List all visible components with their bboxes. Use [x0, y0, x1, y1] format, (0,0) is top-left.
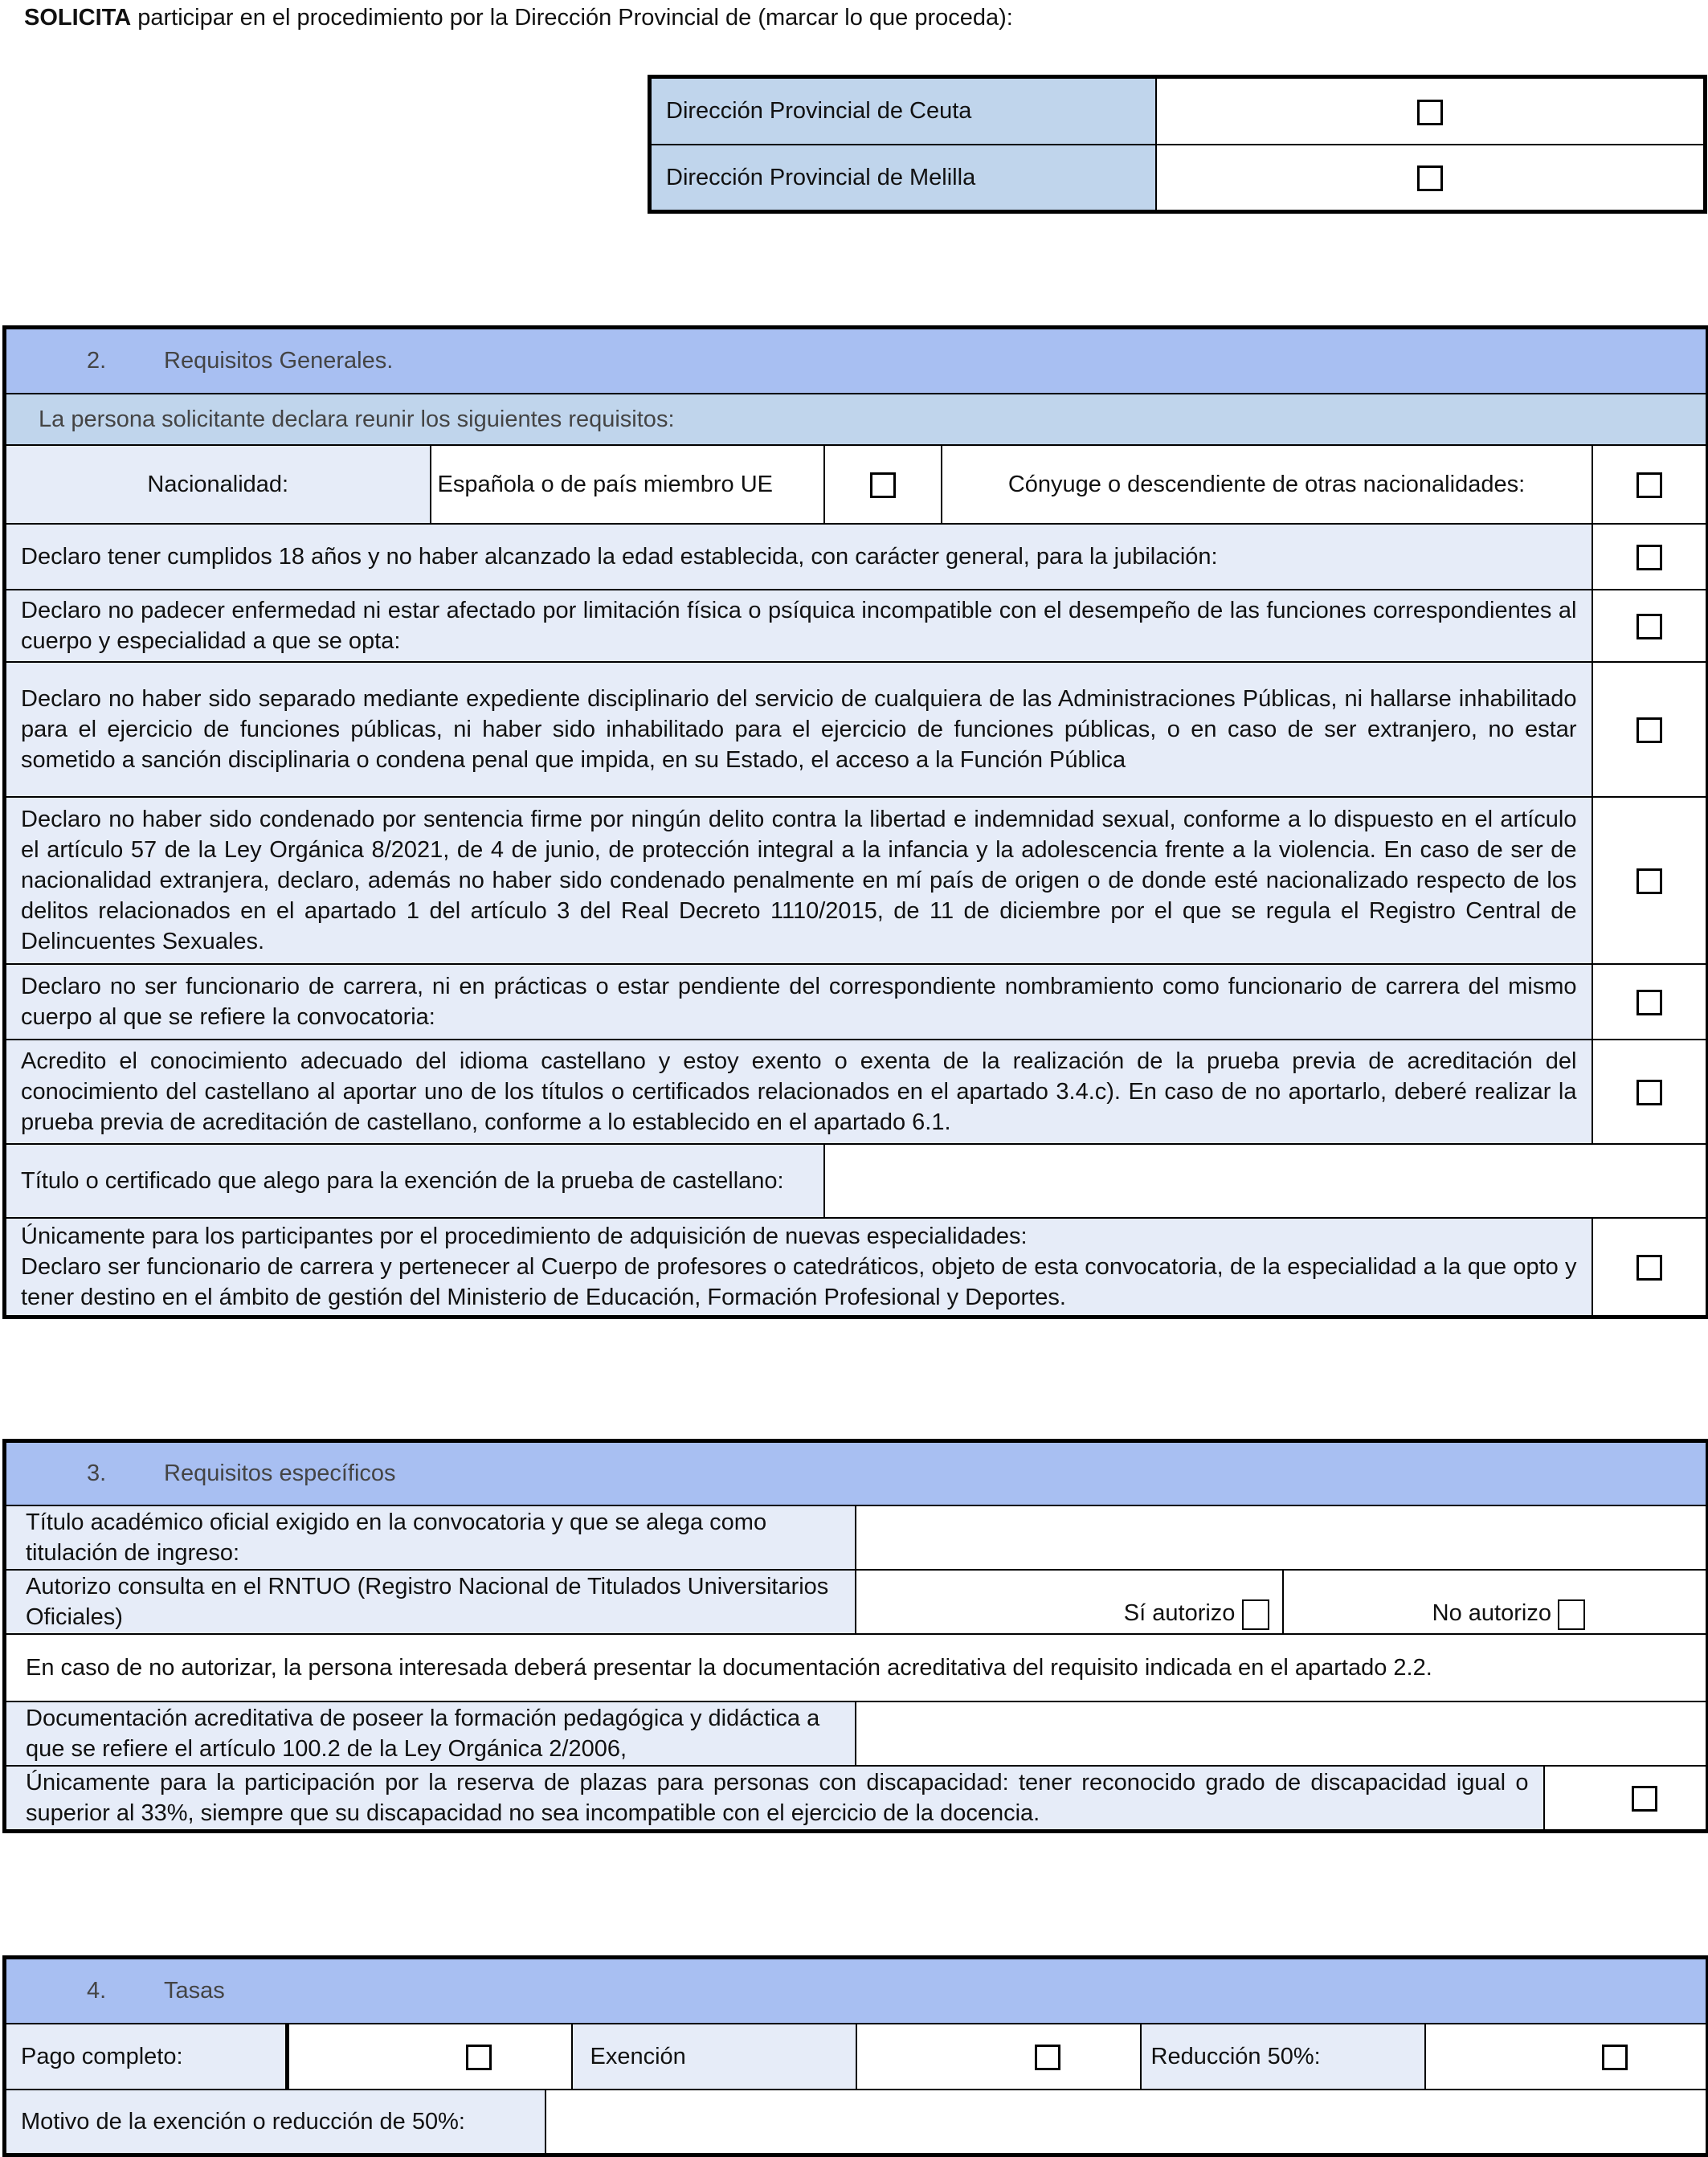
- nacionalidad-ue-checkbox[interactable]: [870, 472, 896, 498]
- intro-rest: participar en el procedimiento por la Dirección Provincial de (marcar lo que proceda):: [131, 5, 1013, 31]
- intro-bold: SOLICITA: [24, 5, 132, 31]
- no-autorizo-checkbox[interactable]: [1558, 1599, 1585, 1630]
- opcion-ue-cell: [824, 445, 942, 524]
- si-autorizo-label: Sí autorizo: [1123, 1600, 1236, 1627]
- section2-header-cell: [5, 328, 1708, 394]
- requisito-salud-checkbox[interactable]: [1636, 614, 1662, 639]
- discapacidad-row: [5, 1766, 1708, 1832]
- nuevas-especialidades-row: [5, 1218, 1708, 1317]
- section2-subtitle-row: [5, 394, 1708, 445]
- formacion-pedagogica-label: Documentación acreditativa de poseer la formación pedagógica y didáctica a que se refiere el artículo 100.2 de la Ley Orgánica 2/2006,: [5, 1701, 856, 1766]
- requisito-cell: [1592, 1040, 1708, 1144]
- reduccion-label: Reducción 50%:: [1141, 2024, 1425, 2090]
- section4-header-cell: [5, 1958, 1708, 2024]
- nacionalidad-otras-checkbox[interactable]: [1636, 472, 1662, 498]
- requisito-text: Acredito el conocimiento adecuado del idioma castellano y estoy exento o exenta de la realización de la prueba previa de acreditación del conocimiento del castellano al aportar uno de los títulos o certificados relacionados en el apartado 3.4.c). En caso de no aportarlo, deberé realizar la prueba previa de acreditación de castellano, conforme a lo establecido en el apartado 6.1.: [5, 1040, 1592, 1144]
- section3-title: Requisitos específicos: [164, 1460, 396, 1487]
- discapacidad-text: Únicamente para la participación por la reserva de plazas para personas con discapacidad: tener reconocido grado de discapacidad igual o superior al 33%, siempre que su discapacidad no sea incompatible con el ejercicio de la docencia.: [5, 1766, 1544, 1832]
- no-autorizar-text: En caso de no autorizar, la persona interesada deberá presentar la documentación acreditativa del requisito indicada en el apartado 2.2.: [5, 1634, 1708, 1701]
- requisito-text: Declaro tener cumplidos 18 años y no haber alcanzado la edad establecida, con carácter general, para la jubilación:: [5, 524, 1592, 590]
- section2-header: [5, 328, 1708, 394]
- no-autorizar-row: [5, 1634, 1708, 1701]
- section2-number: 2.: [87, 348, 107, 374]
- requisito-funcionario-checkbox[interactable]: [1636, 990, 1662, 1015]
- section3-number: 3.: [87, 1460, 107, 1487]
- section4-title: Tasas: [164, 1978, 225, 2004]
- requisito-edad-checkbox[interactable]: [1636, 545, 1662, 570]
- exencion-label: Exención: [572, 2024, 856, 2090]
- motivo-row: [5, 2090, 1708, 2155]
- requisito-cell: [1592, 662, 1708, 797]
- direccion-row-melilla: [650, 145, 1706, 212]
- discapacidad-checkbox[interactable]: [1632, 1786, 1657, 1812]
- requisito-row: [5, 1040, 1708, 1144]
- section3-header-cell: [5, 1441, 1708, 1505]
- motivo-label: Motivo de la exención o reducción de 50%:: [6, 2090, 546, 2153]
- requisito-row: [5, 524, 1708, 590]
- titulo-academico-input[interactable]: [856, 1505, 1708, 1570]
- pago-completo-label: Pago completo:: [5, 2024, 288, 2090]
- nacionalidad-label: Nacionalidad:: [5, 445, 431, 524]
- requisito-row: [5, 590, 1708, 662]
- requisito-delitos-checkbox[interactable]: [1636, 868, 1662, 894]
- section4-header: [5, 1958, 1708, 2024]
- reduccion-cell: [1425, 2024, 1708, 2090]
- rntuo-label: Autorizo consulta en el RNTUO (Registro Nacional de Titulados Universitarios Oficiales): [5, 1570, 856, 1634]
- nuevas-especialidades-line2: Declaro ser funcionario de carrera y pertenecer al Cuerpo de profesores o catedráticos, objeto de esta convocatoria, de la especialidad a la que opto y tener destino en el ámbito de gestión del Ministerio de Educación, Formación Profesional y Deportes.: [21, 1253, 1577, 1310]
- pago-completo-cell: [288, 2024, 572, 2090]
- opcion-ue-label: Española o de país miembro UE: [431, 445, 824, 524]
- rntuo-row: [5, 1570, 1708, 1634]
- formacion-pedagogica-input[interactable]: [856, 1701, 1708, 1766]
- direccion-ceuta-cell: [1156, 77, 1706, 145]
- section4-number: 4.: [87, 1978, 107, 2004]
- formacion-pedagogica-row: [5, 1701, 1708, 1766]
- section2-subtitle: La persona solicitante declara reunir los siguientes requisitos:: [5, 394, 1708, 445]
- requisito-cell: [1592, 964, 1708, 1040]
- titulo-castellano-input[interactable]: [824, 1144, 1708, 1218]
- motivo-wrap: [6, 2090, 1706, 2153]
- direccion-melilla-cell: [1156, 145, 1706, 212]
- section3-table: [2, 1439, 1708, 1833]
- requisito-row: [5, 964, 1708, 1040]
- exencion-checkbox[interactable]: [1035, 2045, 1060, 2070]
- si-autorizo-cell: [856, 1570, 1283, 1634]
- requisito-cell: [1592, 590, 1708, 662]
- ceuta-checkbox[interactable]: [1417, 100, 1443, 125]
- reduccion-checkbox[interactable]: [1602, 2045, 1628, 2070]
- requisito-cell: [1592, 524, 1708, 590]
- requisito-row: [5, 662, 1708, 797]
- direccion-row-ceuta: [650, 77, 1706, 145]
- motivo-cell: [5, 2090, 1708, 2155]
- nuevas-especialidades-line1: Únicamente para los participantes por el procedimiento de adquisición de nuevas especialidades:: [21, 1223, 1028, 1249]
- nacionalidad-row: [5, 445, 1708, 524]
- tasas-row: [5, 2024, 1708, 2090]
- si-autorizo-checkbox[interactable]: [1242, 1599, 1269, 1630]
- section4-table: [2, 1955, 1708, 2157]
- requisito-text: Declaro no padecer enfermedad ni estar afectado por limitación física o psíquica incompatible con el desempeño de las funciones correspondientes al cuerpo y especialidad a que se opta:: [5, 590, 1592, 662]
- requisito-separado-checkbox[interactable]: [1636, 717, 1662, 743]
- requisito-cell: [1592, 797, 1708, 964]
- opcion-otras-cell: [1592, 445, 1708, 524]
- nuevas-especialidades-text: [5, 1218, 1592, 1317]
- titulo-academico-row: [5, 1505, 1708, 1570]
- section3-header: [5, 1441, 1708, 1505]
- pago-completo-checkbox[interactable]: [466, 2045, 492, 2070]
- nuevas-especialidades-checkbox[interactable]: [1636, 1255, 1662, 1281]
- no-autorizo-label: No autorizo: [1432, 1600, 1551, 1627]
- requisito-text: Declaro no haber sido condenado por sentencia firme por ningún delito contra la libertad e indemnidad sexual, conforme a lo dispuesto en el artículo el artículo 57 de la Ley Orgánica 8/2021, de 4 de junio, de protección integral a la infancia y la adolescencia frente a la violencia. En caso de ser de nacionalidad extranjera, declaro, además no haber sido condenado penalmente en mí país de origen o de donde esté nacionalizado respecto de los delitos relacionados en el apartado 1 del artículo 3 del Real Decreto 1110/2015, de 11 de diciembre por el que se regula el Registro Central de Delincuentes Sexuales.: [5, 797, 1592, 964]
- discapacidad-cell: [1544, 1766, 1708, 1832]
- requisito-castellano-checkbox[interactable]: [1636, 1080, 1662, 1105]
- no-autorizo-cell: [1283, 1570, 1708, 1634]
- direccion-ceuta-label: Dirección Provincial de Ceuta: [650, 77, 1156, 145]
- requisito-text: Declaro no ser funcionario de carrera, ni en prácticas o estar pendiente del correspondiente nombramiento como funcionario de carrera del mismo cuerpo al que se refiere la convocatoria:: [5, 964, 1592, 1040]
- requisito-row: [5, 797, 1708, 964]
- melilla-checkbox[interactable]: [1417, 165, 1443, 191]
- titulo-castellano-label: Título o certificado que alego para la exención de la prueba de castellano:: [5, 1144, 824, 1218]
- section2-table: [2, 325, 1708, 1319]
- section2-title: Requisitos Generales.: [164, 348, 394, 374]
- direcciones-table: [648, 75, 1707, 214]
- motivo-input[interactable]: [546, 2090, 1706, 2153]
- titulo-castellano-row: [5, 1144, 1708, 1218]
- exencion-cell: [856, 2024, 1141, 2090]
- direccion-melilla-label: Dirección Provincial de Melilla: [650, 145, 1156, 212]
- requisito-text: Declaro no haber sido separado mediante expediente disciplinario del servicio de cualquiera de las Administraciones Públicas, ni hallarse inhabilitado para el ejercicio de funciones públicas, ni haber sido inhabilitado para el ejercicio de funciones públicas, o en caso de ser extranjero, no estar sometido a sanción disciplinaria o condena penal que impida, en su Estado, el acceso a la Función Pública: [5, 662, 1592, 797]
- opcion-otras-label: Cónyuge o descendiente de otras nacionalidades:: [942, 445, 1592, 524]
- nuevas-especialidades-cell: [1592, 1218, 1708, 1317]
- intro-text: [24, 5, 1013, 31]
- titulo-academico-label: Título académico oficial exigido en la convocatoria y que se alega como titulación de ingreso:: [5, 1505, 856, 1570]
